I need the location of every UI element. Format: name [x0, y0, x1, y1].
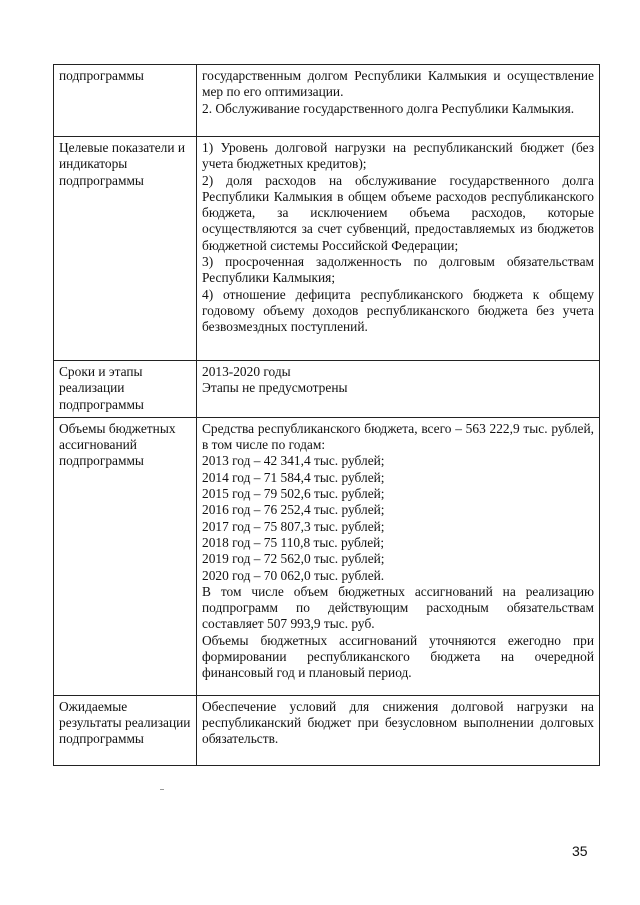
row-label: Объемы бюджетных ассигнований подпрограммы	[59, 420, 176, 469]
row-value-cell	[197, 695, 600, 765]
row-label: Сроки и этапы реализации подпрограммы	[59, 364, 144, 412]
row-label-cell	[54, 65, 197, 137]
subprogram-passport-table	[53, 64, 600, 766]
row-label: подпрограммы	[59, 68, 144, 83]
value-line: 2015 год – 79 502,6 тыс. рублей;	[202, 486, 385, 502]
page-number: 35	[572, 843, 588, 859]
row-value-cell	[197, 137, 600, 361]
value-line: В том числе объем бюджетных ассигнований на реализацию подпрограмм по действующим расходным обязательствам составляет 507 993,9 тыс. руб.	[202, 583, 594, 632]
value-line: 2018 год – 75 110,8 тыс. рублей;	[202, 534, 385, 550]
value-line: Объемы бюджетных ассигнований уточняются ежегодно при формировании республиканского бюджета на очередной финансовый год и плановый период.	[202, 632, 594, 681]
scan-artifact	[160, 789, 164, 790]
value-line: 4) отношение дефицита республиканского бюджета к общему годовому объему доходов республиканского бюджета без учета безвозмездных поступлений.	[202, 286, 594, 335]
row-label-cell	[54, 137, 197, 361]
row-label: Ожидаемые результаты реализации подпрограммы	[59, 698, 191, 747]
table-row	[54, 695, 600, 765]
table-row	[54, 417, 600, 695]
row-label: Целевые показатели и индикаторы подпрограммы	[59, 140, 186, 188]
value-line: 2013-2020 годы	[202, 364, 291, 379]
value-line: 3) просроченная задолженность по долговым обязательствам Республики Калмыкия;	[202, 254, 594, 286]
table-row	[54, 137, 600, 361]
table-row	[54, 361, 600, 418]
row-value-cell	[197, 417, 600, 695]
value-line: государственным долгом Республики Калмыкия и осуществление мер по его оптимизации.	[202, 68, 594, 100]
value-line: 2020 год – 70 062,0 тыс. рублей.	[202, 567, 385, 583]
value-line: 2016 год – 76 252,4 тыс. рублей;	[202, 502, 385, 518]
row-label-cell	[54, 361, 197, 418]
value-line: Этапы не предусмотрены	[202, 380, 348, 396]
value-line: 2013 год – 42 341,4 тыс. рублей;	[202, 453, 385, 469]
row-label-cell	[54, 695, 197, 765]
value-line: 2017 год – 75 807,3 тыс. рублей;	[202, 518, 385, 534]
value-line: Средства республиканского бюджета, всего – 563 222,9 тыс. рублей, в том числе по годам:	[202, 420, 594, 453]
value-line: 2014 год – 71 584,4 тыс. рублей;	[202, 469, 385, 485]
row-value-cell	[197, 65, 600, 137]
value-line: 2. Обслуживание государственного долга Республики Калмыкия.	[202, 100, 575, 116]
value-line: 1) Уровень долговой нагрузки на республиканский бюджет (без учета бюджетных кредитов);	[202, 140, 594, 172]
value-line: 2) доля расходов на обслуживание государственного долга Республики Калмыкия в общем объеме расходов республиканского бюджета, за исключением объема расходов, которые осуществляются за счет субвенций, предоставляемых из бюджетов бюджетной системы Российской Федерации;	[202, 172, 594, 253]
row-value-cell	[197, 361, 600, 418]
value-line: Обеспечение условий для снижения долговой нагрузки на республиканский бюджет при безусловном выполнении долговых обязательств.	[202, 698, 594, 747]
table-row	[54, 65, 600, 137]
value-line: 2019 год – 72 562,0 тыс. рублей;	[202, 551, 385, 567]
row-label-cell	[54, 417, 197, 695]
